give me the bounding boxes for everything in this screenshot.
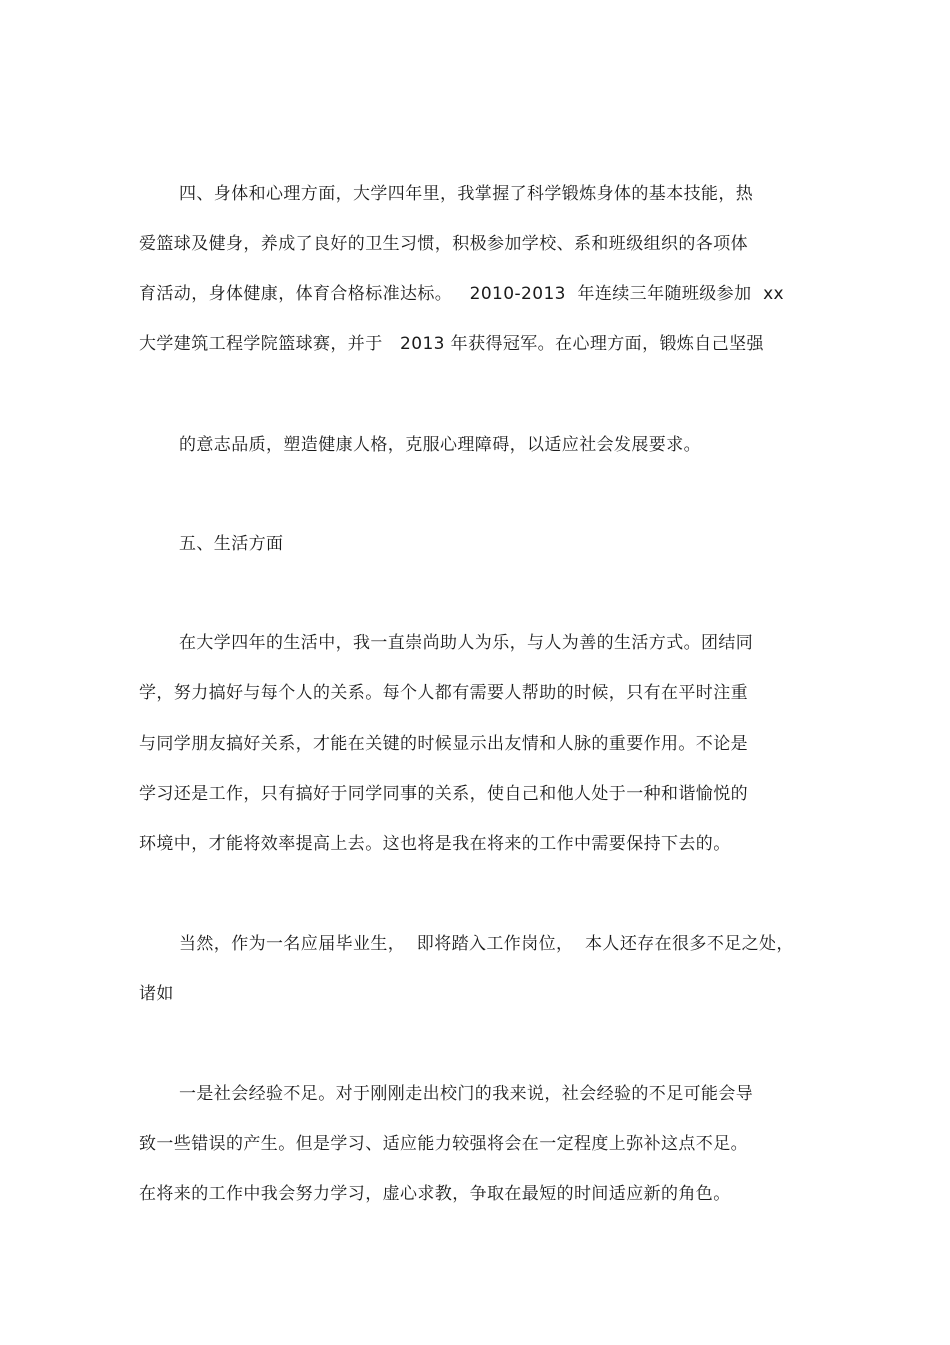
paragraph-line: 致一些错误的产生。但是学习、适应能力较强将会在一定程度上弥补这点不足。 xyxy=(139,1134,748,1154)
paragraph-line: 诸如 xyxy=(139,984,174,1004)
paragraph-line: 当然，作为一名应届毕业生， 即将踏入工作岗位， 本人还存在很多不足之处， xyxy=(179,934,794,954)
paragraph-line: 环境中，才能将效率提高上去。这也将是我在将来的工作中需要保持下去的。 xyxy=(139,834,731,854)
paragraph-line: 学习还是工作，只有搞好于同学同事的关系，使自己和他人处于一种和谐愉悦的 xyxy=(139,784,748,804)
paragraph-line: 在大学四年的生活中，我一直崇尚助人为乐，与人为善的生活方式。团结同 xyxy=(179,633,754,653)
paragraph-line: 与同学朋友搞好关系，才能在关键的时候显示出友情和人脉的重要作用。不论是 xyxy=(139,734,748,754)
paragraph-line: 大学建筑工程学院篮球赛，并于 2013 年获得冠军。在心理方面，锻炼自己坚强 xyxy=(139,334,764,354)
paragraph-line: 四、身体和心理方面，大学四年里，我掌握了科学锻炼身体的基本技能，热 xyxy=(179,184,754,204)
paragraph-line: 一是社会经验不足。对于刚刚走出校门的我来说，社会经验的不足可能会导 xyxy=(179,1084,754,1104)
paragraph-line: 在将来的工作中我会努力学习，虚心求教，争取在最短的时间适应新的角色。 xyxy=(139,1184,731,1204)
paragraph-line: 的意志品质，塑造健康人格，克服心理障碍，以适应社会发展要求。 xyxy=(179,435,701,455)
paragraph-line: 学，努力搞好与每个人的关系。每个人都有需要人帮助的时候，只有在平时注重 xyxy=(139,683,748,703)
paragraph-line: 育活动，身体健康，体育合格标准达标。 2010-2013 年连续三年随班级参加 xx xyxy=(139,284,785,304)
paragraph-line: 爱篮球及健身，养成了良好的卫生习惯，积极参加学校、系和班级组织的各项体 xyxy=(139,234,748,254)
section-heading: 五、生活方面 xyxy=(179,534,284,554)
